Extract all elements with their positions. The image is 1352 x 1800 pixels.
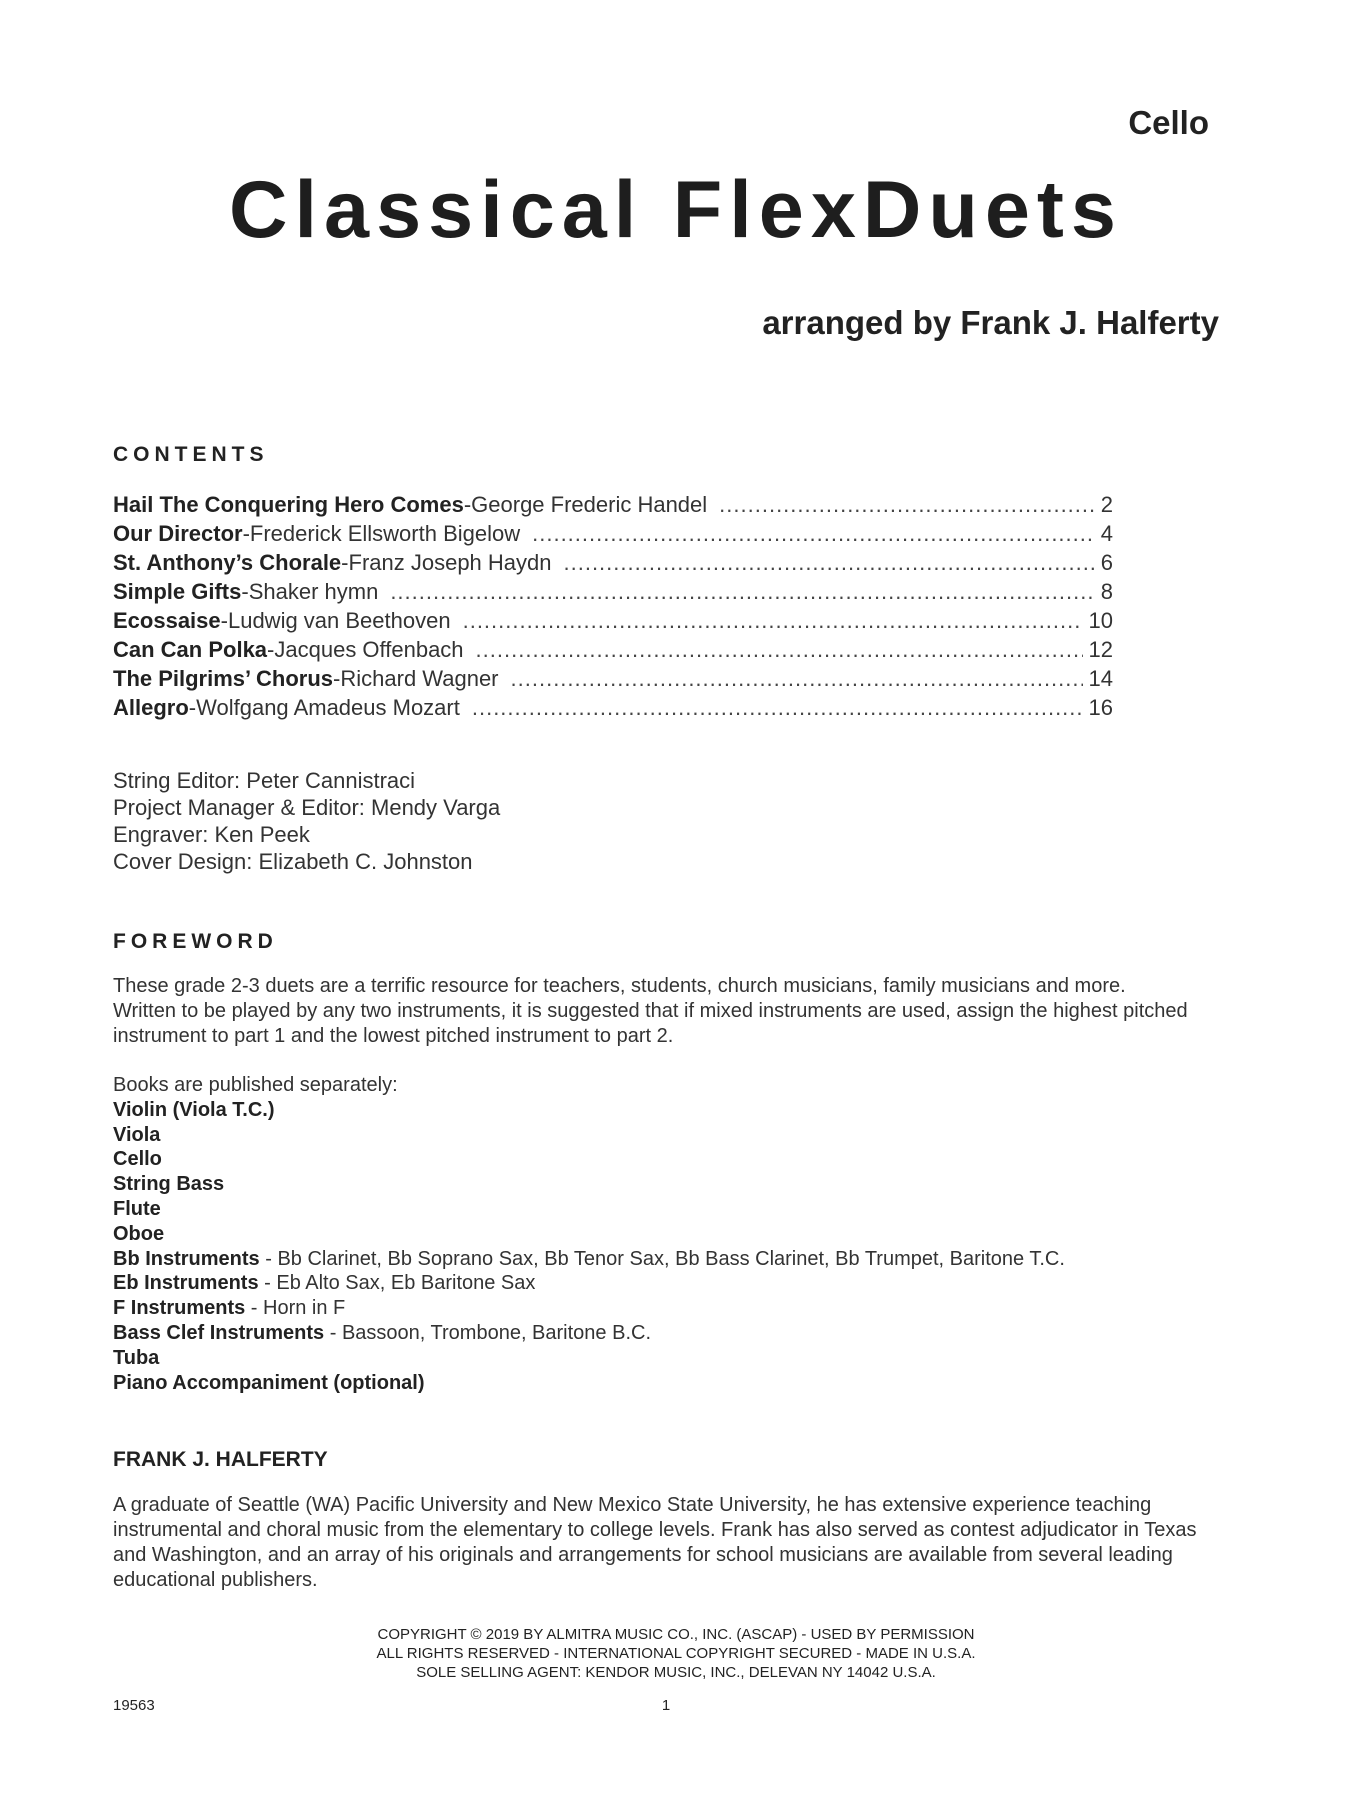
book-item <box>113 1296 1065 1321</box>
toc-page-number: 8 <box>1100 579 1113 604</box>
toc-leader-dots <box>564 550 1095 576</box>
copyright-notice <box>0 1625 1352 1682</box>
toc-page-number: 12 <box>1088 637 1113 662</box>
toc-composer: George Frederic Handel <box>471 492 708 517</box>
toc-separator: - <box>220 608 228 633</box>
book-item <box>113 1147 1065 1172</box>
contents-list <box>113 492 1113 724</box>
credits-block <box>113 767 500 875</box>
book-item <box>113 1098 1065 1123</box>
credit-line: Cover Design: Elizabeth C. Johnston <box>113 849 473 874</box>
book-item <box>113 1197 1065 1222</box>
book-name: Bb Instruments <box>113 1247 260 1270</box>
toc-title: The Pilgrims’ Chorus <box>113 666 334 691</box>
toc-composer: Ludwig van Beethoven <box>227 608 451 633</box>
toc-leader-dots <box>719 492 1095 518</box>
toc-leader-dots <box>511 666 1083 692</box>
book-name: Tuba <box>113 1346 160 1369</box>
toc-title: St. Anthony’s Chorale <box>113 550 342 575</box>
books-intro: Books are published separately: <box>113 1074 398 1096</box>
toc-title: Hail The Conquering Hero Comes <box>113 492 464 517</box>
book-item <box>113 1371 1065 1396</box>
toc-title: Simple Gifts <box>113 579 242 604</box>
toc-leader-dots <box>476 637 1083 663</box>
toc-entry <box>113 666 1113 695</box>
book-item <box>113 1247 1065 1272</box>
toc-separator: - <box>242 521 250 546</box>
toc-entry <box>113 695 1113 724</box>
toc-composer: Wolfgang Amadeus Mozart <box>196 695 460 720</box>
toc-title: Can Can Polka <box>113 637 268 662</box>
toc-separator: - <box>341 550 349 575</box>
book-detail: - Eb Alto Sax, Eb Baritone Sax <box>258 1272 536 1295</box>
toc-entry <box>113 579 1113 608</box>
book-item <box>113 1222 1065 1247</box>
credit-line: Project Manager & Editor: Mendy Varga <box>113 795 501 820</box>
book-name: Oboe <box>113 1222 165 1245</box>
toc-composer: Richard Wagner <box>340 666 499 691</box>
copyright-line: COPYRIGHT © 2019 BY ALMITRA MUSIC CO., INC. (ASCAP) - USED BY PERMISSION <box>377 1626 975 1643</box>
toc-page-number: 14 <box>1088 666 1113 691</box>
toc-separator: - <box>463 492 472 517</box>
toc-leader-dots <box>463 608 1083 634</box>
toc-entry <box>113 550 1113 579</box>
book-item <box>113 1321 1065 1346</box>
page-title: Classical FlexDuets <box>229 165 1123 255</box>
book-name: Bass Clef Instruments <box>113 1321 325 1344</box>
toc-leader-dots <box>390 579 1094 605</box>
book-name: F Instruments <box>113 1297 246 1320</box>
arranger-credit: arranged by Frank J. Halferty <box>762 304 1219 341</box>
bio-heading: FRANK J. HALFERTY <box>113 1448 328 1471</box>
book-detail: - Horn in F <box>245 1297 346 1320</box>
foreword-text: These grade 2-3 duets are a terrific resource for teachers, students, church musicians, family musicians and more. Written to be played by any two instruments, it is suggested that if mixed instruments are used, assign the highest pitched instrument to part 1 and the lowest pitched instrument to part 2. <box>113 975 1188 1047</box>
book-name: Violin (Viola T.C.) <box>113 1098 275 1121</box>
credit-line: Engraver: Ken Peek <box>113 822 310 847</box>
credit-line: String Editor: Peter Cannistraci <box>113 768 416 793</box>
toc-composer: Jacques Offenbach <box>274 637 464 662</box>
toc-leader-dots <box>532 521 1095 547</box>
toc-entry <box>113 608 1113 637</box>
toc-entry <box>113 492 1113 521</box>
toc-page-number: 6 <box>1100 550 1113 575</box>
copyright-line: SOLE SELLING AGENT: KENDOR MUSIC, INC., DELEVAN NY 14042 U.S.A. <box>416 1664 936 1681</box>
toc-composer: Shaker hymn <box>248 579 379 604</box>
foreword-heading: FOREWORD <box>113 930 278 953</box>
toc-composer: Frederick Ellsworth Bigelow <box>249 521 521 546</box>
bio-text: A graduate of Seattle (WA) Pacific University and New Mexico State University, he has extensive experience teaching instrumental and choral music from the elementary to college levels. Frank has also served as contest adjudicator in Texas and Washington, and an array of his originals and arrangements for school musicians are available from several leading educational publishers. <box>113 1494 1197 1591</box>
toc-entry <box>113 637 1113 666</box>
toc-title: Our Director <box>113 521 243 546</box>
instrument-label: Cello <box>1128 104 1209 141</box>
toc-title: Allegro <box>113 695 189 720</box>
book-detail: - Bb Clarinet, Bb Soprano Sax, Bb Tenor Sax, Bb Bass Clarinet, Bb Trumpet, Baritone T.C. <box>259 1247 1065 1270</box>
toc-entry <box>113 521 1113 550</box>
toc-separator: - <box>333 666 341 691</box>
catalog-number: 19563 <box>113 1697 155 1714</box>
book-detail: - Bassoon, Trombone, Baritone B.C. <box>324 1321 651 1344</box>
book-name: Flute <box>113 1197 161 1220</box>
book-name: Viola <box>113 1123 161 1146</box>
books-list <box>113 1073 1065 1395</box>
book-item <box>113 1346 1065 1371</box>
copyright-line: ALL RIGHTS RESERVED - INTERNATIONAL COPYRIGHT SECURED - MADE IN U.S.A. <box>376 1645 976 1662</box>
book-name: Piano Accompaniment (optional) <box>113 1371 425 1394</box>
toc-page-number: 2 <box>1100 492 1113 517</box>
toc-separator: - <box>267 637 275 662</box>
toc-composer: Franz Joseph Haydn <box>348 550 552 575</box>
book-name: String Bass <box>113 1173 225 1196</box>
book-name: Eb Instruments <box>113 1272 259 1295</box>
toc-page-number: 16 <box>1088 695 1113 720</box>
toc-page-number: 4 <box>1100 521 1113 546</box>
toc-leader-dots <box>472 695 1083 721</box>
toc-separator: - <box>241 579 249 604</box>
book-item <box>113 1172 1065 1197</box>
toc-page-number: 10 <box>1088 608 1113 633</box>
toc-separator: - <box>188 695 197 720</box>
page-number: 1 <box>661 1697 671 1714</box>
book-name: Cello <box>113 1148 162 1171</box>
book-item <box>113 1271 1065 1296</box>
toc-title: Ecossaise <box>113 608 221 633</box>
book-item <box>113 1123 1065 1148</box>
contents-heading: CONTENTS <box>113 443 269 466</box>
